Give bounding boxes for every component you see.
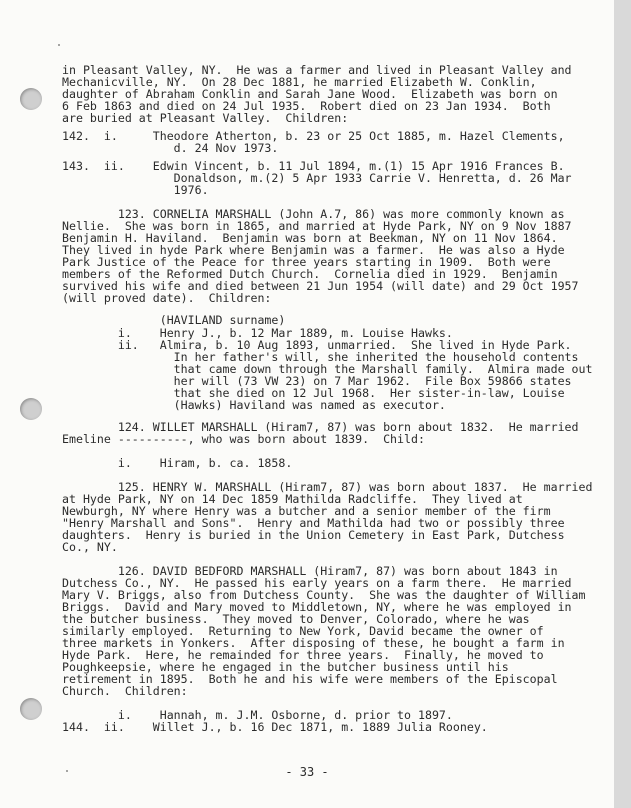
text-line: at Hyde Park, NY on 14 Dec 1859 Mathilda Radcliffe. They lived at: [62, 492, 523, 506]
text-line: Park Justice of the Peace for three years starting in 1909. Both were: [62, 255, 551, 269]
text-line: They lived in hyde Park where Benjamin was a farmer. He was also a Hyde: [62, 243, 565, 257]
page-number: - 33 -: [285, 765, 329, 779]
text-line: "Henry Marshall and Sons". Henry and Mathilda had two or possibly three: [62, 516, 565, 530]
text-line: Benjamin H. Haviland. Benjamin was born at Beekman, NY on 11 Nov 1864.: [62, 231, 558, 245]
text-line: ii. Almira, b. 10 Aug 1893, unmarried. She lived in Hyde Park.: [62, 338, 572, 352]
text-line: 126. DAVID BEDFORD MARSHALL (Hiram7, 87) was born about 1843 in: [62, 564, 558, 578]
text-line: the butcher business. They moved to Denver, Colorado, where he was: [62, 612, 530, 626]
text-line: Hyde Park. Here, he remainded for three years. Finally, he moved to: [62, 648, 544, 662]
text-line: 6 Feb 1863 and died on 24 Jul 1935. Robert died on 23 Jan 1934. Both: [62, 99, 551, 113]
text-line: 143. ii. Edwin Vincent, b. 11 Jul 1894, m.(1) 15 Apr 1916 Frances B.: [62, 159, 565, 173]
text-line: i. Henry J., b. 12 Mar 1889, m. Louise Hawks.: [62, 326, 453, 340]
text-line: that came down through the Marshall family. Almira made out: [62, 362, 593, 376]
text-line: 123. CORNELIA MARSHALL (John A.7, 86) was more commonly known as: [62, 207, 565, 221]
text-line: (HAVILAND surname): [62, 313, 286, 327]
text-line: Nellie. She was born in 1865, and married at Hyde Park, NY on 9 Nov 1887: [62, 219, 572, 233]
page-edge-shadow: [614, 0, 631, 808]
punch-hole: [20, 398, 42, 420]
text-line: that she died on 12 Jul 1968. Her sister-in-law, Louise: [62, 386, 565, 400]
text-line: i. Hiram, b. ca. 1858.: [62, 456, 293, 470]
text-line: Emeline ----------, who was born about 1839. Child:: [62, 432, 425, 446]
text-line: similarly employed. Returning to New York, David became the owner of: [62, 624, 544, 638]
text-line: her will (73 VW 23) on 7 Mar 1962. File Box 59866 states: [62, 374, 572, 388]
text-line: 124. WILLET MARSHALL (Hiram7, 87) was born about 1832. He married: [62, 420, 579, 434]
text-line: Donaldson, m.(2) 5 Apr 1933 Carrie V. Henretta, d. 26 Mar: [62, 171, 572, 185]
text-line: 142. i. Theodore Atherton, b. 23 or 25 Oct 1885, m. Hazel Clements,: [62, 129, 565, 143]
text-line: i. Hannah, m. J.M. Osborne, d. prior to 1897.: [62, 708, 453, 722]
text-line: 125. HENRY W. MARSHALL (Hiram7, 87) was born about 1837. He married: [62, 480, 593, 494]
text-line: Dutchess Co., NY. He passed his early years on a farm there. He married: [62, 576, 572, 590]
text-line: Poughkeepsie, where he engaged in the butcher business until his: [62, 660, 509, 674]
text-line: Newburgh, NY where Henry was a butcher and a senior member of the firm: [62, 504, 551, 518]
text-line: 144. ii. Willet J., b. 16 Dec 1871, m. 1889 Julia Rooney.: [62, 720, 488, 734]
text-line: retirement in 1895. Both he and his wife were members of the Episcopal: [62, 672, 558, 686]
text-line: (will proved date). Children:: [62, 291, 272, 305]
text-line: three markets in Yonkers. After disposing of these, he bought a farm in: [62, 636, 565, 650]
text-line: daughters. Henry is buried in the Union Cemetery in East Park, Dutchess: [62, 528, 565, 542]
text-line: members of the Reformed Dutch Church. Cornelia died in 1929. Benjamin: [62, 267, 558, 281]
text-line: d. 24 Nov 1973.: [62, 141, 279, 155]
text-line: Church. Children:: [62, 684, 188, 698]
text-line: daughter of Abraham Conklin and Sarah Jane Wood. Elizabeth was born on: [62, 87, 558, 101]
punch-hole: [20, 88, 42, 110]
punch-hole: [20, 698, 42, 720]
text-line: are buried at Pleasant Valley. Children:: [62, 111, 349, 125]
text-line: Mechanicville, NY. On 28 Dec 1881, he married Elizabeth W. Conklin,: [62, 75, 537, 89]
text-line: Co., NY.: [62, 540, 118, 554]
text-line: Mary V. Briggs, also from Dutchess County. She was the daughter of William: [62, 588, 586, 602]
scan-speck: [58, 44, 60, 46]
text-line: (Hawks) Haviland was named as executor.: [62, 398, 446, 412]
text-line: in Pleasant Valley, NY. He was a farmer and lived in Pleasant Valley and: [62, 63, 572, 77]
text-line: survived his wife and died between 21 Jun 1954 (will date) and 29 Oct 1957: [62, 279, 579, 293]
text-line: 1976.: [62, 183, 209, 197]
text-line: In her father's will, she inherited the household contents: [62, 350, 579, 364]
text-line: Briggs. David and Mary moved to Middletown, NY, where he was employed in: [62, 600, 572, 614]
